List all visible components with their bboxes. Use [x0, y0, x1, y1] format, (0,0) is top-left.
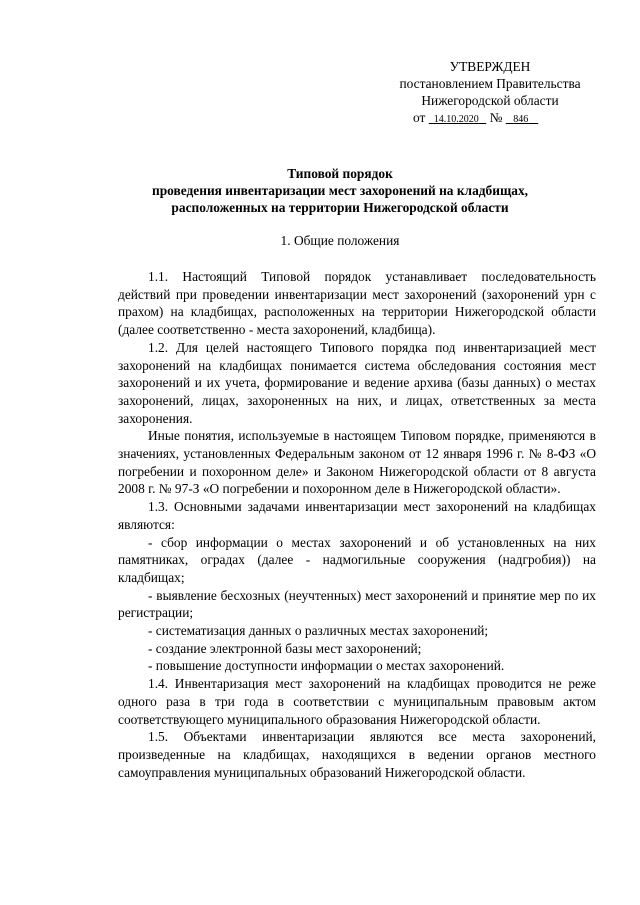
document-title-line-3: расположенных на территории Нижегородской области — [171, 200, 509, 215]
paragraph-1-1: 1.1. Настоящий Типовой порядок устанавливает последовательность действий при проведении инвентаризации мест захоронений (захоронений урн с прахом) на кладбищах, расположенных на территории Нижегородской области (далее соответственно - места захоронений, кладбища). — [118, 269, 596, 338]
approval-date-prefix: от — [413, 110, 426, 125]
paragraph-1-4: 1.4. Инвентаризация мест захоронений на кладбищах проводится не реже одного раза в три года в соответствии с муниципальным правовым актом соответствующего муниципального образования Нижегородской области. — [118, 676, 596, 727]
approval-number-value: 846 — [513, 114, 529, 125]
document-title-line-1: Типовой порядок — [287, 166, 393, 181]
document-title — [60, 165, 620, 216]
section-heading: 1. Общие положения — [280, 233, 400, 248]
approval-number-sign: № — [489, 110, 503, 125]
approval-line-1: постановлением Правительства — [399, 76, 581, 91]
approval-line-2: Нижегородской области — [421, 93, 559, 108]
approval-title: УТВЕРЖДЕН — [449, 59, 531, 74]
paragraph-other-terms: Иные понятия, используемые в настоящем Типовом порядке, применяются в значениях, установленных Федеральным законом от 12 января 1996 г. № 8-ФЗ «О погребении и похоронном деле» и Законом Нижегородской области от 8 августа 2008 г. № 97-З «О погребении и похоронном деле в Нижегородской области». — [118, 428, 596, 497]
list-item-accessibility: - повышение доступности информации о местах захоронений. — [148, 658, 505, 674]
list-item-systematize: - систематизация данных о различных местах захоронений; — [148, 623, 489, 639]
list-item-identify-ownerless: - выявление бесхозных (неучтенных) мест захоронений и принятие мер по их регистрации; — [118, 587, 596, 621]
list-item-collect-info: - сбор информации о местах захоронений и об установленных на них памятниках, оградах (далее - надмогильные сооружения (надгробия)) на кладбищах; — [118, 534, 596, 585]
approval-stamp — [380, 58, 600, 128]
document-body — [118, 268, 596, 781]
paragraph-1-5: 1.5. Объектами инвентаризации являются все места захоронений, произведенные на кладбищах, находящихся в ведении органов местного самоуправления муниципальных образований Нижегородской области. — [118, 729, 596, 780]
approval-date-number — [380, 109, 600, 128]
approval-number — [506, 114, 539, 125]
approval-date-value: 14.10.2020 — [433, 114, 479, 125]
paragraph-1-2: 1.2. Для целей настоящего Типового порядка под инвентаризацией мест захоронений на кладбищах понимается система обследования состояния мест захоронений и их учета, формирование и ведение архива (базы данных) о местах захоронений, лицах, захороненных на них, и лицах, ответственных за места захоронения. — [118, 339, 596, 426]
paragraph-1-3: 1.3. Основными задачами инвентаризации мест захоронений на кладбищах являются: — [118, 499, 596, 532]
document-title-line-2: проведения инвентаризации мест захоронений на кладбищах, — [151, 183, 528, 198]
list-item-create-database: - создание электронной базы мест захоронений; — [148, 640, 422, 656]
approval-date — [429, 114, 487, 125]
